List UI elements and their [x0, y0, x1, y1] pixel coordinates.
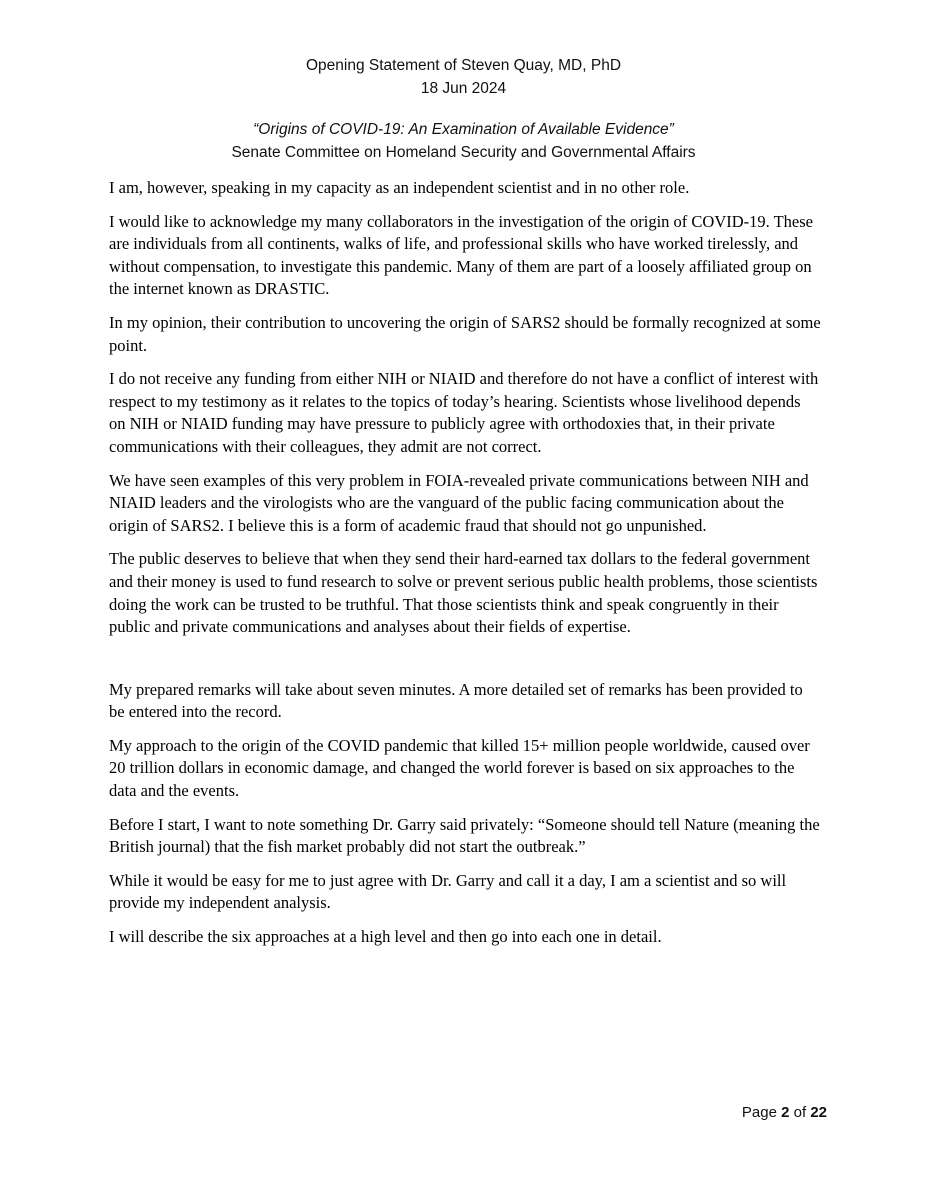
footer-total-pages: 22	[810, 1104, 827, 1121]
header-spacer	[0, 100, 927, 119]
paragraph: While it would be easy for me to just agree with Dr. Garry and call it a day, I am a scientist and so will provide my independent analysis.	[109, 870, 787, 913]
document-body	[109, 177, 821, 960]
paragraph: I do not receive any funding from either NIH or NIAID and therefore do not have a conflict of interest with respect to my testimony as it relates to the topics of today’s hearing. Scientists whose livelihood depends on NIH or NIAID funding may have pressure to publicly agree with orthodoxies that, in their private communications with their colleagues, they admit are not correct.	[109, 369, 819, 456]
statement-date: 18 Jun 2024	[420, 79, 507, 97]
paragraph: Before I start, I want to note something Dr. Garry said privately: “Someone should tell Nature (meaning the British journal) that the fish market probably did not start the outbreak.”	[109, 814, 820, 857]
hearing-title: “Origins of COVID-19: An Examination of Available Evidence”	[253, 121, 674, 138]
page-number-footer	[742, 1103, 827, 1123]
committee-name: Senate Committee on Homeland Security and Governmental Affairs	[231, 143, 696, 161]
footer-page-label: Page	[741, 1104, 777, 1121]
footer-current-page: 2	[781, 1104, 790, 1121]
paragraph: I will describe the six approaches at a high level and then go into each one in detail.	[109, 927, 662, 947]
paragraph: The public deserves to believe that when they send their hard-earned tax dollars to the federal government and their money is used to fund research to solve or prevent serious public health problems, those scientists doing the work can be trusted to be truthful. That those scientists think and speak congruently in their public and private communications and analyses about their fields of expertise.	[109, 549, 818, 637]
paragraph: In my opinion, their contribution to uncovering the origin of SARS2 should be formally recognized at some point.	[109, 312, 821, 355]
paragraph: My prepared remarks will take about seven minutes. A more detailed set of remarks has been provided to be entered into the record.	[109, 679, 803, 722]
footer-of-label: of	[793, 1104, 807, 1121]
paragraph: I am, however, speaking in my capacity as an independent scientist and in no other role.	[109, 178, 690, 197]
paragraph: I would like to acknowledge my many collaborators in the investigation of the origin of COVID-19. These are individuals from all continents, walks of life, and professional skills who have worked tirelessly, and without compensation, to investigate this pandemic. Many of them are part of a loosely affiliated group on the internet known as DRASTIC.	[109, 211, 813, 299]
paragraph: My approach to the origin of the COVID pandemic that killed 15+ million people worldwide, caused over 20 trillion dollars in economic damage, and changed the world forever is based on six approaches to the data and the events.	[109, 735, 810, 801]
statement-title: Opening Statement of Steven Quay, MD, PhD	[305, 57, 622, 74]
document-header	[0, 55, 927, 164]
paragraph: We have seen examples of this very problem in FOIA-revealed private communications between NIH and NIAID leaders and the virologists who are the vanguard of the public facing communication about the origin of SARS2. I believe this is a form of academic fraud that should not go unpunished.	[109, 470, 809, 535]
